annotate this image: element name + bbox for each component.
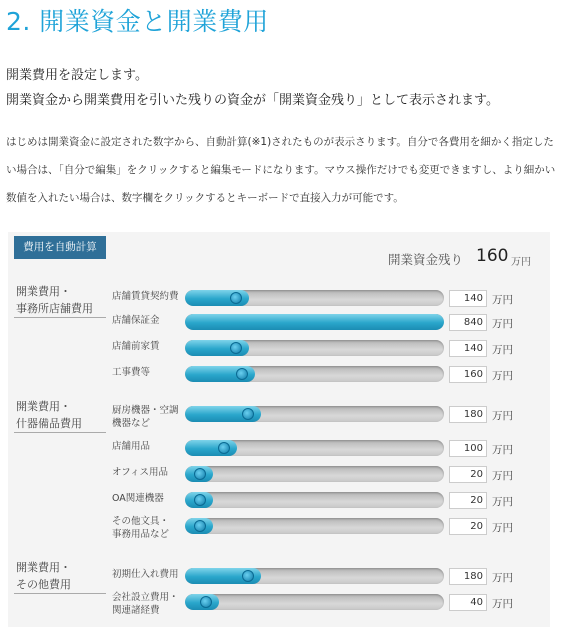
expense-slider[interactable] <box>185 406 444 422</box>
category-divider <box>14 593 106 594</box>
remaining-funds-label: 開業資金残り <box>388 252 464 267</box>
page-title: 2. 開業資金と開業費用 <box>6 7 269 36</box>
expense-value-input[interactable] <box>449 492 487 509</box>
category-divider <box>14 432 106 433</box>
expense-label <box>112 366 150 379</box>
unit-label: 万円 <box>492 522 513 534</box>
expense-label <box>112 440 150 453</box>
category-label: 事務所店舗費用 <box>16 302 93 315</box>
category-divider <box>14 317 106 318</box>
unit-label: 万円 <box>492 318 513 330</box>
expense-slider[interactable] <box>185 594 444 610</box>
slider-handle[interactable] <box>194 494 206 506</box>
slider-handle[interactable] <box>242 408 254 420</box>
unit-label: 万円 <box>492 370 513 382</box>
expense-label-line: 事務用品など <box>112 529 170 540</box>
unit-label: 万円 <box>492 496 513 508</box>
expense-slider[interactable] <box>185 314 444 330</box>
expense-label-line: 工事費等 <box>112 367 151 378</box>
expense-slider[interactable] <box>185 466 444 482</box>
expense-value-input[interactable] <box>449 366 487 383</box>
expense-label <box>112 404 179 430</box>
slider-handle[interactable] <box>218 442 230 454</box>
slider-handle[interactable] <box>194 520 206 532</box>
category-office-store <box>16 283 93 317</box>
category-fixtures <box>16 398 82 432</box>
unit-label: 万円 <box>492 444 513 456</box>
expense-label <box>112 466 168 479</box>
expense-value-input[interactable] <box>449 466 487 483</box>
category-label: その他費用 <box>16 578 71 591</box>
expense-label <box>112 492 164 505</box>
expense-label-line: 店舗前家賃 <box>112 341 160 352</box>
slider-fill <box>185 314 444 330</box>
category-label: 開業費用・ <box>16 400 71 413</box>
slider-handle[interactable] <box>194 468 206 480</box>
category-label: 開業費用・ <box>16 285 71 298</box>
auto-calc-button[interactable]: 費用を自動計算 <box>14 236 106 259</box>
expense-label-line: 会社設立費用・ <box>112 592 179 603</box>
unit-label: 万円 <box>492 470 513 482</box>
expense-label-line: 初期仕入れ費用 <box>112 569 179 580</box>
expense-label-line: 機器など <box>112 418 151 429</box>
intro-line-2: 開業資金から開業費用を引いた残りの資金が「開業資金残り」として表示されます。 <box>6 93 499 108</box>
expense-label <box>112 290 179 303</box>
expense-label-line: 店舗保証金 <box>112 315 160 326</box>
description-text: はじめは開業資金に設定された数字から、自動計算(※1)されたものが表示さります。自分で各費用を細かく指定したい場合は、「自分で編集」をクリックすると編集モードになります。マウス操作だけでも変更できますし、より細かい数値を入れたい場合は、数字欄をクリックするとキーボードで直接入力が可能です。 <box>6 136 556 204</box>
unit-label: 万円 <box>492 572 513 584</box>
slider-handle[interactable] <box>236 368 248 380</box>
expense-label <box>112 340 160 353</box>
expense-value-input[interactable] <box>449 518 487 535</box>
remaining-funds-unit: 万円 <box>511 257 531 268</box>
expense-slider[interactable] <box>185 440 444 456</box>
category-label: 開業費用・ <box>16 561 71 574</box>
unit-label: 万円 <box>492 344 513 356</box>
expense-label-line: 店舗用品 <box>112 441 151 452</box>
slider-handle[interactable] <box>200 596 212 608</box>
expense-label-line: 店舗賃貸契約費 <box>112 291 179 302</box>
unit-label: 万円 <box>492 294 513 306</box>
expense-label-line: オフィス用品 <box>112 467 168 478</box>
expense-slider[interactable] <box>185 290 444 306</box>
expense-slider[interactable] <box>185 366 444 382</box>
category-other <box>16 559 71 593</box>
unit-label: 万円 <box>492 598 513 610</box>
expense-value-input[interactable] <box>449 406 487 423</box>
category-label: 什器備品費用 <box>16 417 82 430</box>
unit-label: 万円 <box>492 410 513 422</box>
expense-value-input[interactable] <box>449 314 487 331</box>
expense-label <box>112 568 179 581</box>
expense-slider[interactable] <box>185 340 444 356</box>
expense-slider[interactable] <box>185 518 444 534</box>
expense-value-input[interactable] <box>449 440 487 457</box>
expense-label-line: OA関連機器 <box>112 493 164 504</box>
expense-value-input[interactable] <box>449 594 487 611</box>
remaining-funds-value: 160 <box>476 246 509 266</box>
expense-label-line: その他文具・ <box>112 516 170 527</box>
slider-handle[interactable] <box>242 570 254 582</box>
intro-line-1: 開業費用を設定します。 <box>6 68 148 83</box>
expense-slider[interactable] <box>185 568 444 584</box>
expense-label <box>112 591 179 617</box>
expense-label <box>112 515 169 541</box>
expense-label <box>112 314 160 327</box>
slider-handle[interactable] <box>230 342 242 354</box>
expense-slider[interactable] <box>185 492 444 508</box>
expense-value-input[interactable] <box>449 290 487 307</box>
expense-value-input[interactable] <box>449 568 487 585</box>
expense-label-line: 関連諸経費 <box>112 605 160 616</box>
slider-handle[interactable] <box>230 292 242 304</box>
expense-value-input[interactable] <box>449 340 487 357</box>
expense-label-line: 厨房機器・空調 <box>112 405 179 416</box>
